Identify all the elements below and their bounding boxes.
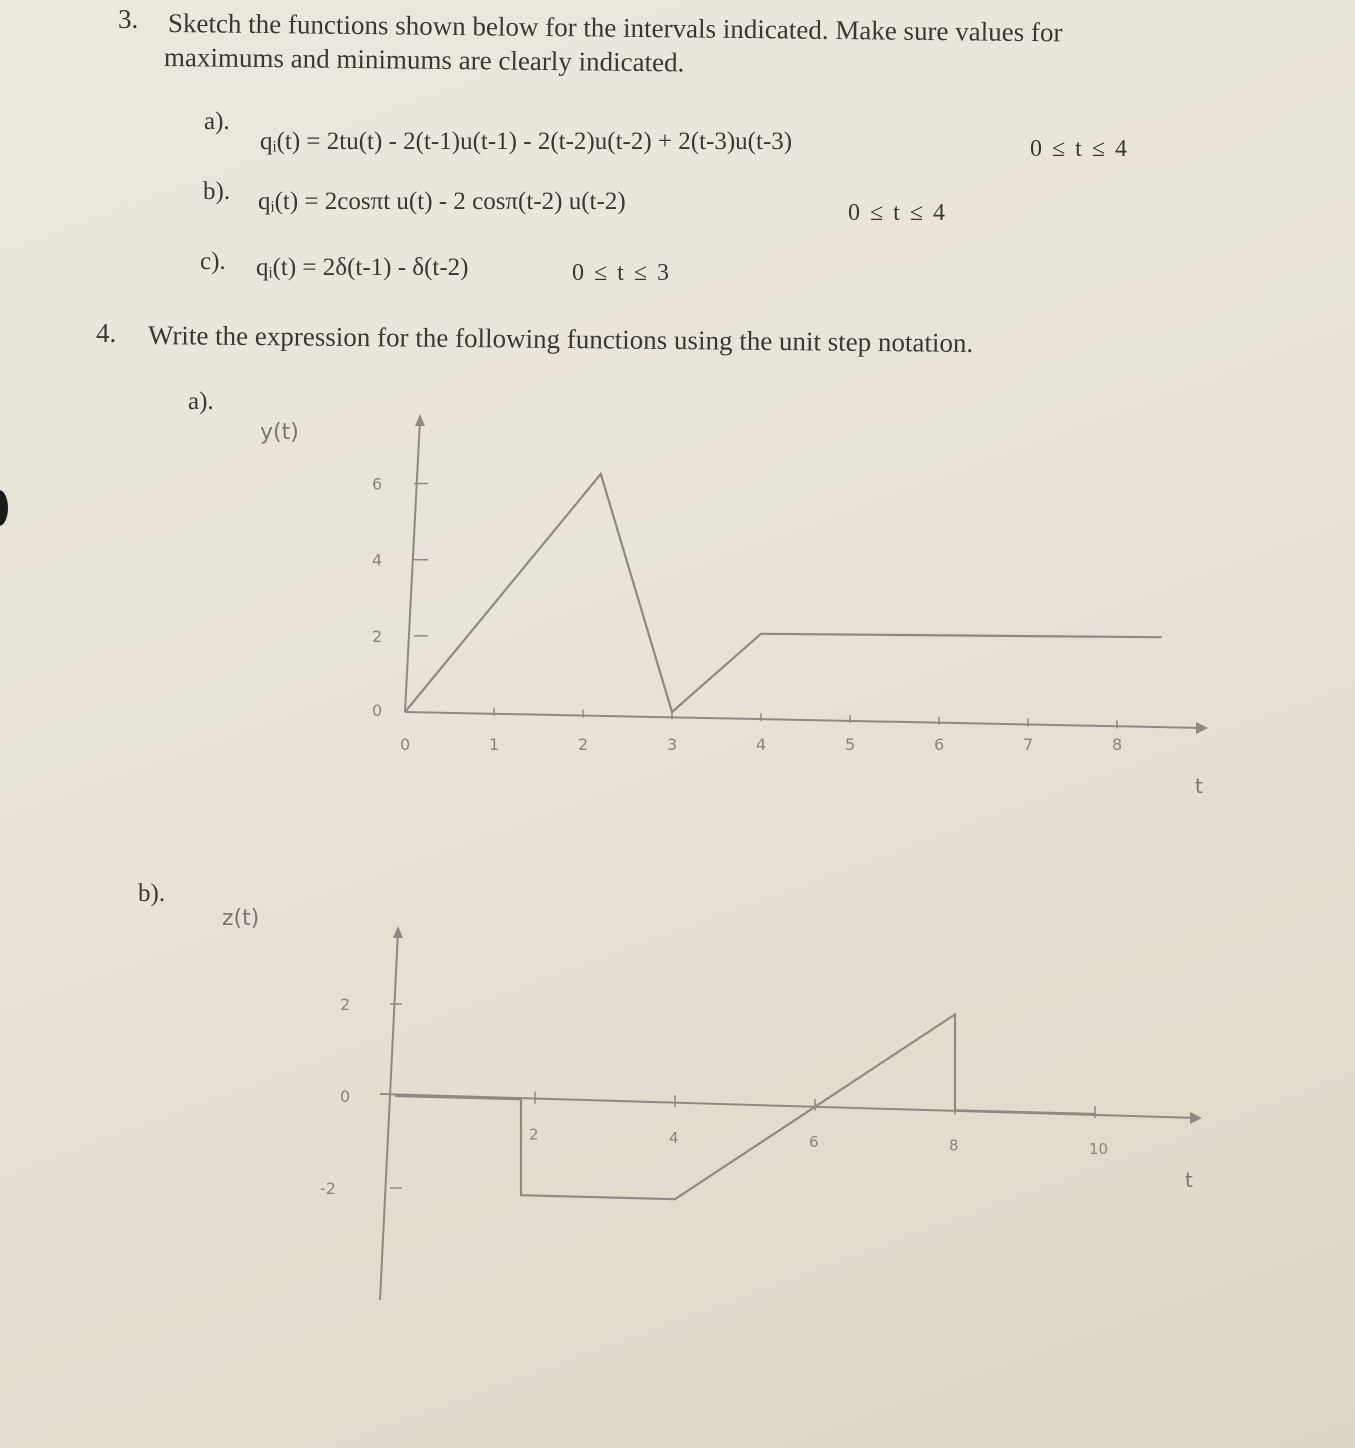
problem-3b-expression: qᵢ(t) = 2cosπt u(t) - 2 cosπ(t-2) u(t-2) xyxy=(258,188,626,215)
graph-a-y-tick-label: 0 xyxy=(372,701,383,720)
graph-a-x-tick-label: 6 xyxy=(934,735,945,754)
problem-3-text-line1: Sketch the functions shown below for the intervals indicated. Make sure values for xyxy=(167,8,1063,48)
graph-a-ylabel: y(t) xyxy=(260,420,299,445)
graph-b-y-axis xyxy=(380,932,398,1300)
graph-a-xlabel: t xyxy=(1195,774,1203,798)
graph-a-y-arrow xyxy=(415,414,425,426)
graph-a-x-tick-label: 1 xyxy=(489,735,500,754)
graph-a-x-tick-label: 7 xyxy=(1023,735,1034,754)
problem-3b-range: 0 ≤ t ≤ 4 xyxy=(848,200,948,226)
graph-a-label: a). xyxy=(188,388,214,415)
graph-b-series-line xyxy=(395,1014,1095,1199)
graph-b-y-arrow xyxy=(393,926,403,938)
graph-b-label: b). xyxy=(138,880,166,907)
graph-b-y-tick-label: 0 xyxy=(340,1087,351,1106)
graph-b-ylabel: z(t) xyxy=(222,906,260,931)
graph-b-y-tick-label: 2 xyxy=(340,995,351,1014)
graph-a-x-arrow xyxy=(1196,722,1208,734)
graph-a-x-tick-label: 4 xyxy=(756,735,767,754)
graph-a-y-tick-label: 6 xyxy=(372,474,383,494)
problem-3c-label: c). xyxy=(200,248,226,275)
graph-a-y-tick-label: 4 xyxy=(372,550,383,570)
problem-3c-expression: qᵢ(t) = 2δ(t-1) - δ(t-2) xyxy=(256,254,469,281)
problem-3-number: 3. xyxy=(118,4,139,34)
graph-a-x-tick-label: 2 xyxy=(578,735,589,754)
problem-3c-range: 0 ≤ t ≤ 3 xyxy=(572,260,672,286)
problem-3-text-line2: maximums and minimums are clearly indicated. xyxy=(163,42,685,78)
graph-b-x-arrow xyxy=(1190,1112,1202,1124)
graph-a-x-axis xyxy=(405,712,1205,728)
problem-4-text: Write the expression for the following functions using the unit step notation. xyxy=(147,320,974,358)
graph-b-x-tick-label: 10 xyxy=(1089,1140,1109,1158)
graph-b-y-tick-label: -2 xyxy=(320,1179,336,1198)
graph-b-x-tick-label: 4 xyxy=(669,1129,679,1148)
problem-4-number: 4. xyxy=(96,318,117,348)
graph-b-x-tick-label: 6 xyxy=(809,1132,819,1151)
graph-a-y-tick-label: 2 xyxy=(372,626,383,646)
problem-3a-range: 0 ≤ t ≤ 4 xyxy=(1030,136,1130,162)
graph-a-x-tick-label: 8 xyxy=(1112,735,1123,754)
graph-a-x-tick-label: 0 xyxy=(400,735,411,754)
graph-a-y-axis xyxy=(405,420,420,712)
graph-a-x-tick-label: 3 xyxy=(667,735,678,754)
graph-b-xlabel: t xyxy=(1185,1168,1193,1192)
graph-b-x-tick-label: 2 xyxy=(529,1125,539,1144)
graph-a-series-line xyxy=(405,474,1162,712)
graph-b-x-tick-label: 8 xyxy=(949,1136,959,1155)
problem-3a-label: a). xyxy=(204,108,230,135)
problem-3a-expression: qᵢ(t) = 2tu(t) - 2(t-1)u(t-1) - 2(t-2)u(t-2) + 2(t-3)u(t-3) xyxy=(260,128,793,155)
problem-3b-label: b). xyxy=(203,178,231,205)
graph-a-x-tick-label: 5 xyxy=(845,735,856,754)
